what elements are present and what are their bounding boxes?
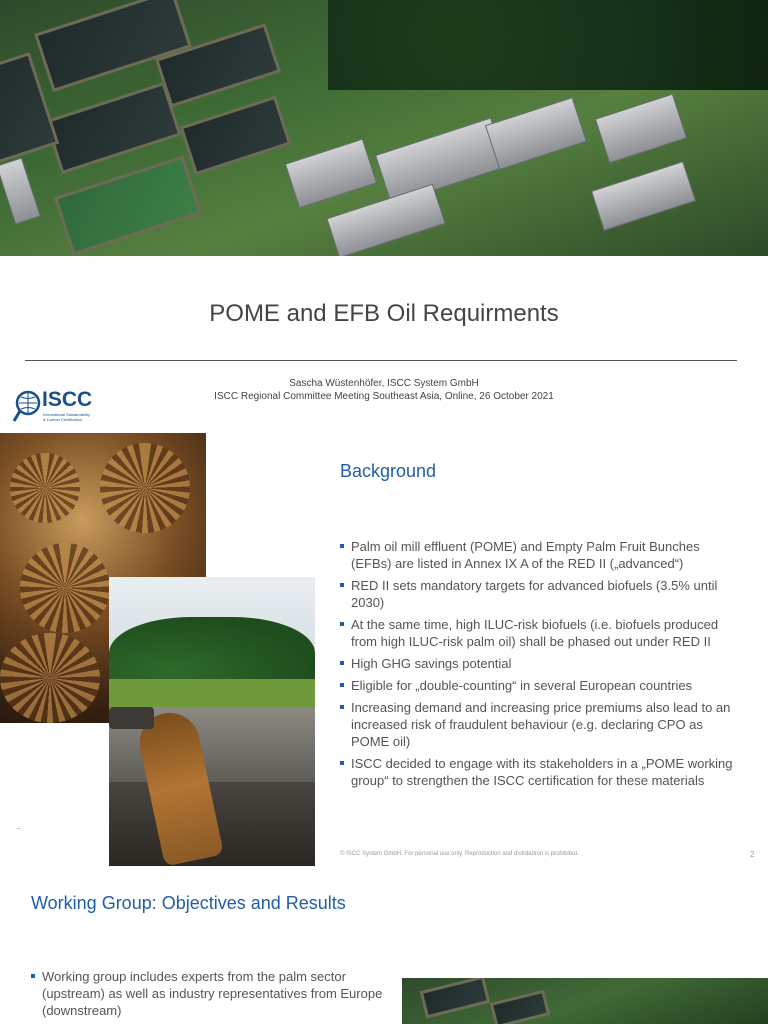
list-item: Working group includes experts from the palm sector (upstream) as well as industry representatives from Europe (downstream) — [31, 968, 386, 1019]
fruit-bunch — [100, 443, 190, 533]
slide-marker: – — [17, 826, 21, 832]
mill-building — [0, 157, 41, 224]
copyright-footer: © ISCC System GmbH. For personal use only. Reproduction and distribution is prohibited. — [340, 851, 579, 857]
list-item: Palm oil mill effluent (POME) and Empty Palm Fruit Bunches (EFBs) are listed in Annex IX A of the RED II („advanced“) — [340, 538, 735, 572]
background-bullet-list — [340, 538, 735, 794]
list-item: High GHG savings potential — [340, 655, 735, 672]
logo-wordmark: ISCC — [42, 388, 93, 411]
section-heading-background: Background — [340, 461, 437, 481]
pond — [44, 82, 181, 174]
working-group-bullet-list — [31, 968, 386, 1019]
event-line: ISCC Regional Committee Meeting Southeast Asia, Online, 26 October 2021 — [214, 391, 554, 402]
fruit-bunch — [20, 543, 110, 633]
hero-aerial-image — [0, 0, 768, 256]
mill-building — [595, 93, 688, 163]
mill-building — [285, 138, 378, 208]
logo-tagline: International Sustainability & Carbon Certification — [43, 412, 90, 422]
list-item: Eligible for „double-counting“ in several European countries — [340, 677, 735, 694]
list-item: At the same time, high ILUC-risk biofuels (i.e. biofuels produced from high ILUC-risk palm oil) shall be phased out under RED II — [340, 616, 735, 650]
mill-aerial-photo — [402, 978, 768, 1024]
mill-building — [591, 161, 696, 231]
pond — [420, 978, 491, 1019]
page-number: 2 — [750, 850, 755, 859]
section-heading-working-group: Working Group: Objectives and Results — [31, 893, 346, 913]
mill-building — [326, 184, 445, 256]
author-block — [0, 377, 768, 403]
list-item: Increasing demand and increasing price premiums also lead to an increased risk of fraudulent behaviour (e.g. declaring CPO as POME oil) — [340, 699, 735, 750]
title-divider — [25, 360, 737, 361]
mill-building — [485, 97, 587, 170]
list-item: ISCC decided to engage with its stakeholders in a „POME working group“ to strengthen the ISCC certification for these materials — [340, 755, 735, 789]
forest-area — [328, 0, 768, 90]
outlet-pipe — [109, 707, 154, 729]
pond — [180, 96, 292, 176]
pond — [490, 990, 551, 1024]
page-title: POME and EFB Oil Requirments — [209, 300, 559, 327]
list-item: RED II sets mandatory targets for advanced biofuels (3.5% until 2030) — [340, 577, 735, 611]
pond — [54, 155, 202, 255]
fruit-bunch — [10, 453, 80, 523]
fruit-bunch — [0, 633, 100, 723]
author-line: Sascha Wüstenhöfer, ISCC System GmbH — [289, 378, 479, 389]
pome-effluent-photo — [109, 577, 315, 866]
